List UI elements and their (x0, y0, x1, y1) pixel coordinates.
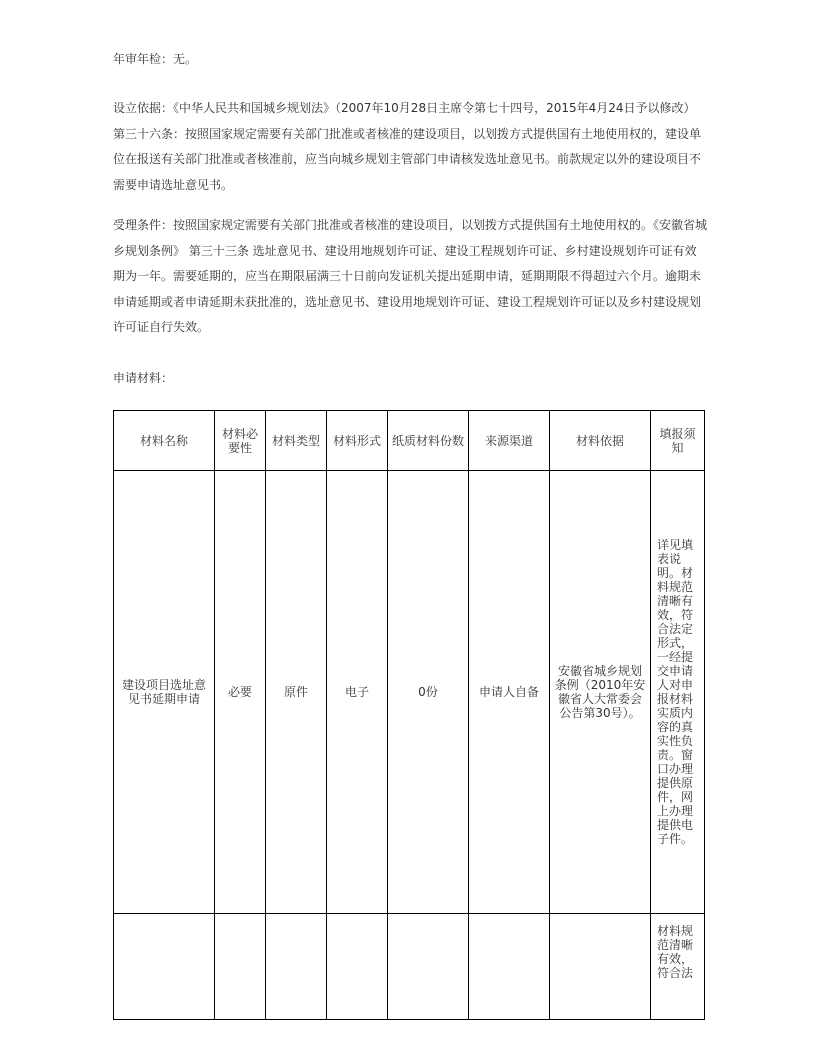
cell-paper-copies: 0份 (388, 471, 469, 914)
cell-material-type (266, 914, 327, 1020)
cell-material-form: 电子 (327, 471, 388, 914)
cell-notes: 详见填表说明。材料规范清晰有效，符合法定形式，一经提交申请人对申报材料实质内容的真实性负责。窗口办理提供原件，网上办理提供电子件。 (651, 471, 705, 914)
cell-source: 申请人自备 (469, 471, 550, 914)
table-row (114, 914, 705, 1020)
header-source: 来源渠道 (469, 411, 550, 471)
cell-necessity (215, 914, 266, 1020)
header-material-name: 材料名称 (114, 411, 215, 471)
header-material-form: 材料形式 (327, 411, 388, 471)
header-notes: 填报须知 (651, 411, 705, 471)
cell-material-name: 建设项目选址意见书延期申请 (114, 471, 215, 914)
header-necessity: 材料必要性 (215, 411, 266, 471)
legal-basis-paragraph: 设立依据：《中华人民共和国城乡规划法》（2007年10月28日主席令第七十四号，2015年4月24日予以修改）第三十六条：按照国家规定需要有关部门批准或者核准的建设项目，以划拨方式提供国有土地使用权的，建设单位在报送有关部门批准或者核准前，应当向城乡规划主管部门申请核发选址意见书。前款规定以外的建设项目不需要申请选址意见书。 (113, 101, 702, 192)
materials-table (113, 410, 705, 1020)
cell-basis: 安徽省城乡规划条例（2010年安徽省人大常委会公告第30号）。 (550, 471, 651, 914)
header-paper-copies: 纸质材料份数 (388, 411, 469, 471)
cell-material-form (327, 914, 388, 1020)
cell-necessity: 必要 (215, 471, 266, 914)
materials-heading: 申请材料： (113, 371, 174, 385)
cell-paper-copies (388, 914, 469, 1020)
cell-notes: 材料规范清晰有效，符合法 (651, 914, 705, 1020)
table-row (114, 471, 705, 914)
cell-source (469, 914, 550, 1020)
cell-material-type: 原件 (266, 471, 327, 914)
cell-basis (550, 914, 651, 1020)
header-material-type: 材料类型 (266, 411, 327, 471)
acceptance-conditions-paragraph: 受理条件：按照国家规定需要有关部门批准或者核准的建设项目，以划拨方式提供国有土地使用权的。《安徽省城乡规划条例》 第三十三条 选址意见书、建设用地规划许可证、建设工程规划许可证、乡村建设规划许可证有效期为一年。需要延期的，应当在期限届满三十日前向发证机关提出延期申请，延期期限不得超过六个月。逾期未申请延期或者申请延期未获批准的，选址意见书、建设用地规划许可证、建设工程规划许可证以及乡村建设规划许可证自行失效。 (113, 218, 708, 334)
header-basis: 材料依据 (550, 411, 651, 471)
table-header-row (114, 411, 705, 471)
annual-inspection-text: 年审年检：无。 (113, 52, 198, 66)
cell-material-name (114, 914, 215, 1020)
